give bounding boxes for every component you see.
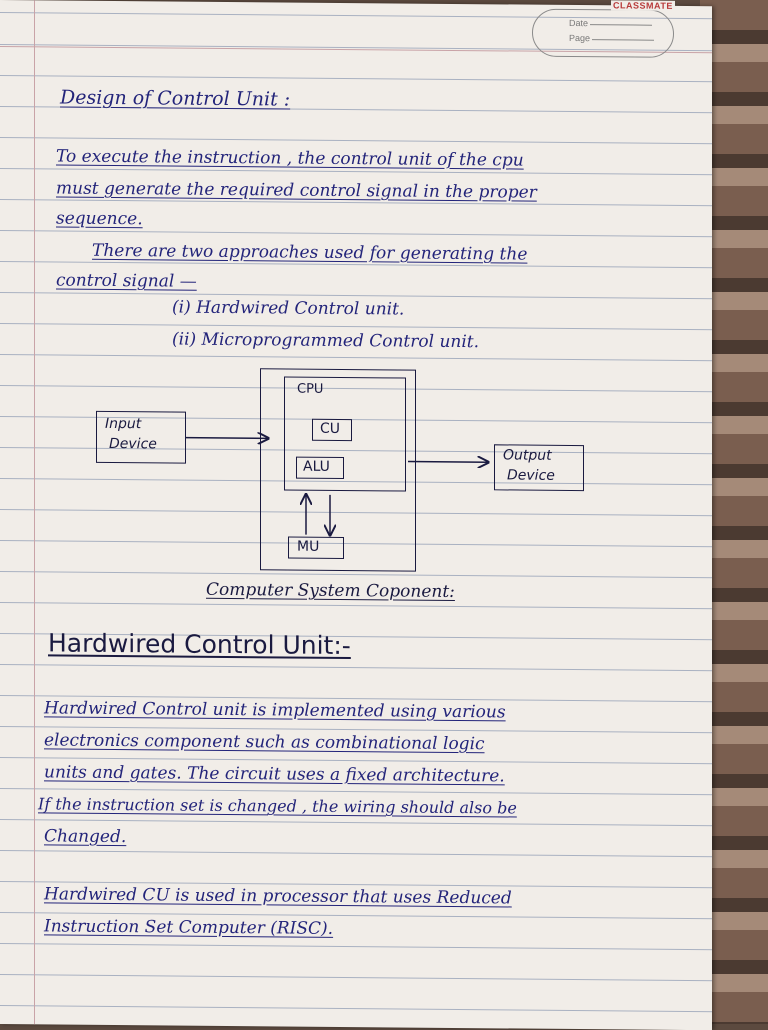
stamp-date-label: Date (569, 17, 589, 29)
para4-line-1: Hardwired CU is used in processor that uses Reduced (44, 884, 512, 909)
output-label-line-2: Device (507, 467, 555, 484)
input-label-line-2: Device (109, 435, 157, 453)
cu-label: CU (320, 420, 341, 437)
stamp-brand: CLASSMATE (613, 0, 673, 11)
para4-line-2: Instruction Set Computer (RISC). (44, 916, 334, 939)
para1-line-2: must generate the required control signal in the proper (56, 178, 537, 203)
stamp-page-label: Page (569, 32, 591, 44)
diagram-caption: Computer System Coponent: (206, 579, 455, 602)
para2-line-1: There are two approaches used for generating the (92, 240, 528, 265)
para3-line-3: units and gates. The circuit uses a fixed architecture. (44, 762, 505, 787)
para3-line-1: Hardwired Control unit is implemented using various (44, 698, 506, 723)
output-label-line-1: Output (503, 447, 552, 464)
para1-line-3: sequence. (56, 208, 143, 230)
para2-line-2: control signal — (56, 270, 197, 292)
input-to-cpu-arrow (186, 438, 268, 439)
para3-line-4: If the instruction set is changed , the wiring should also be (38, 794, 517, 818)
input-label-line-1: Input (105, 415, 142, 433)
alu-label: ALU (303, 458, 330, 475)
para1-line-1: To execute the instruction , the control unit of the cpu (56, 146, 524, 171)
para3-line-2: electronics component such as combinational logic (44, 730, 485, 755)
para3-line-5: Changed. (44, 826, 127, 848)
approach-hardwired: (i) Hardwired Control unit. (172, 297, 405, 320)
cpu-to-output-arrow (408, 462, 488, 463)
approach-microprogrammed: (ii) Microprogrammed Control unit. (172, 329, 480, 353)
mu-label: MU (297, 538, 320, 555)
heading-design-of-control-unit: Design of Control Unit : (60, 86, 291, 111)
heading-hardwired-control-unit: Hardwired Control Unit:- (48, 628, 351, 661)
cpu-label: CPU (297, 381, 324, 397)
